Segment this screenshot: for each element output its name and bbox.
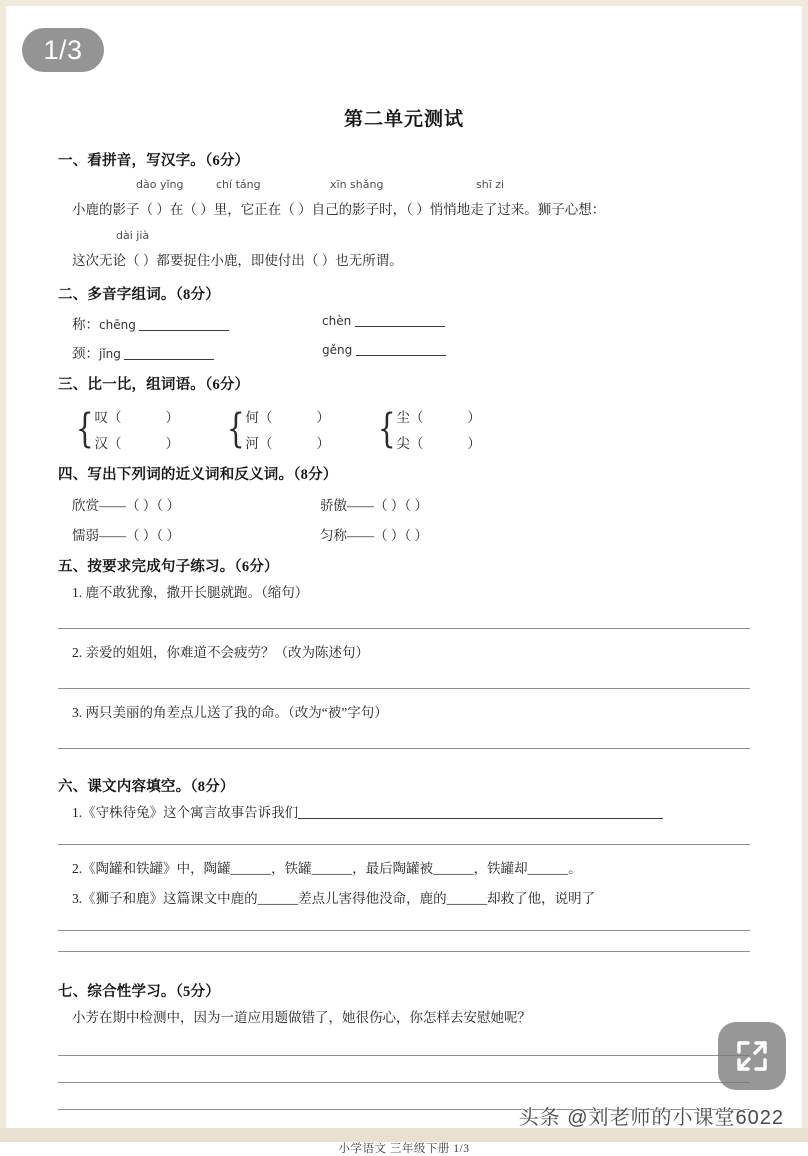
close-paren-2: ）	[165, 435, 179, 451]
pinyin-row-1	[58, 178, 750, 194]
compare-group-1	[72, 406, 179, 452]
compare-item-chen: 尘（ ）	[396, 409, 481, 425]
brace-icon-3: {	[377, 405, 396, 452]
duoyin-cell-left-1	[72, 313, 322, 333]
close-paren-6: ）	[467, 435, 481, 451]
compare-group-2	[223, 406, 330, 452]
compare-item-han: 汉（ ）	[94, 435, 179, 451]
duoyin-cell-right-1	[322, 313, 572, 333]
answer-rule-7-1[interactable]	[58, 1055, 750, 1056]
answer-rule-5-3[interactable]	[58, 748, 750, 749]
close-paren-1: ）	[165, 409, 179, 425]
section-heading-6: 六、课文内容填空。（8分）	[58, 778, 235, 795]
duoyin-char-cheng: 称：	[72, 316, 99, 332]
worksheet-content	[6, 6, 802, 1156]
compare-item-he2: 河（ ）	[245, 435, 330, 451]
duoyin-pinyin-jing: jǐng	[99, 346, 121, 361]
close-paren-4: ）	[316, 435, 330, 451]
section-heading-2: 二、多音字组词。（8分）	[58, 286, 220, 303]
compare-group-3	[374, 406, 481, 452]
section-6-item-2: 2.《陶罐和铁罐》中，陶罐______，铁罐______，最后陶罐被______，铁罐却______。	[72, 860, 582, 876]
duoyin-blank-jing[interactable]	[124, 359, 214, 360]
brace-icon-2: {	[226, 405, 245, 452]
section-5-item-3: 3. 两只美丽的角差点儿送了我的命。（改为“被”字句）	[72, 704, 388, 720]
answer-rule-5-2[interactable]	[58, 688, 750, 689]
synonym-cell-yuncheng: 匀称——（ ）（ ）	[320, 527, 428, 543]
pinyin-xin-shang: xīn shǎng	[330, 178, 384, 191]
duoyin-row-cheng	[58, 313, 750, 333]
answer-rule-6-1[interactable]	[58, 844, 750, 845]
brace-icon-1: {	[75, 405, 94, 452]
page-title: 第二单元测试	[343, 109, 464, 130]
fullscreen-button[interactable]	[718, 1022, 786, 1090]
synonym-row-1	[58, 494, 750, 514]
section-1-sentence-2: 这次无论（ ）都要捉住小鹿，即使付出（ ）也无所谓。	[72, 252, 403, 268]
section-heading-1: 一、看拼音，写汉字。（6分）	[58, 153, 250, 169]
answer-rule-6-3a[interactable]	[58, 930, 750, 931]
section-6-blank-1[interactable]	[298, 818, 663, 819]
duoyin-cell-left-2	[72, 342, 322, 362]
section-heading-3: 三、比一比，组词语。（6分）	[58, 376, 250, 393]
answer-rule-7-2[interactable]	[58, 1082, 750, 1083]
page-footer: 小学语文 三年级下册 1/3	[338, 1143, 470, 1156]
duoyin-blank-geng[interactable]	[356, 355, 446, 356]
section-6-item-1-text: 1.《守株待兔》这个寓言故事告诉我们	[72, 804, 299, 820]
duoyin-pinyin-chen: chèn	[322, 313, 352, 328]
page-indicator-badge: 1/3	[22, 28, 104, 72]
duoyin-pinyin-cheng1: chēng	[99, 317, 136, 332]
section-7-prompt: 小芳在期中检测中，因为一道应用题做错了，她很伤心，你怎样去安慰她呢？	[72, 1010, 531, 1026]
section-1-sentence-1: 小鹿的影子（ ）在（ ）里，它正在（ ）自己的影子时，（ ）悄悄地走了过来。狮子心想：	[72, 202, 606, 217]
synonym-cell-jiaoao: 骄傲——（ ）（ ）	[320, 497, 428, 513]
synonym-cell-xinshang: 欣赏——（ ）（ ）	[72, 497, 180, 513]
section-heading-4: 四、写出下列词的近义词和反义词。（8分）	[58, 466, 338, 483]
duoyin-cell-right-2	[322, 342, 572, 362]
section-6-item-1	[58, 803, 750, 824]
fullscreen-expand-icon	[734, 1038, 770, 1074]
section-5-item-2: 2. 亲爱的姐姐，你难道不会疲劳？（改为陈述句）	[72, 644, 369, 660]
document-sheet	[6, 6, 802, 1156]
synonym-row-2	[58, 524, 750, 544]
pinyin-dao-ying: dào yǐng	[136, 178, 184, 191]
section-6-item-3: 3.《狮子和鹿》这篇课文中鹿的______差点儿害得他没命，鹿的______却救了他，说明了	[72, 891, 596, 907]
compare-item-jian: 尖（ ）	[396, 435, 481, 451]
pinyin-row-2	[58, 229, 750, 245]
compare-item-he1: 何（ ）	[245, 409, 330, 425]
compare-groups	[58, 406, 750, 452]
close-paren-5: ）	[467, 409, 481, 425]
watermark-text: 头条 @刘老师的小课堂6022	[518, 1107, 784, 1129]
duoyin-blank-cheng1[interactable]	[139, 330, 229, 331]
synonym-cell-nuoruo: 懦弱——（ ）（ ）	[72, 527, 180, 543]
pinyin-chi-tang: chí táng	[216, 178, 261, 191]
pinyin-shi-zi: shī zi	[476, 178, 505, 191]
pinyin-dai-jia: dài jià	[116, 228, 150, 242]
paper-edge-right	[802, 0, 808, 1142]
section-heading-7: 七、综合性学习。（5分）	[58, 984, 220, 1001]
duoyin-char-jing: 颈：	[72, 345, 99, 361]
section-heading-5: 五、按要求完成句子练习。（6分）	[58, 558, 279, 575]
compare-item-tan: 叹（ ）	[94, 409, 179, 425]
section-5-item-1: 1. 鹿不敢犹豫，撒开长腿就跑。（缩句）	[72, 584, 309, 600]
duoyin-pinyin-geng: gěng	[322, 342, 353, 357]
close-paren-3: ）	[316, 409, 330, 425]
duoyin-blank-chen[interactable]	[355, 326, 445, 327]
answer-rule-6-3b[interactable]	[58, 951, 750, 952]
answer-rule-5-1[interactable]	[58, 628, 750, 629]
duoyin-row-jing	[58, 342, 750, 362]
